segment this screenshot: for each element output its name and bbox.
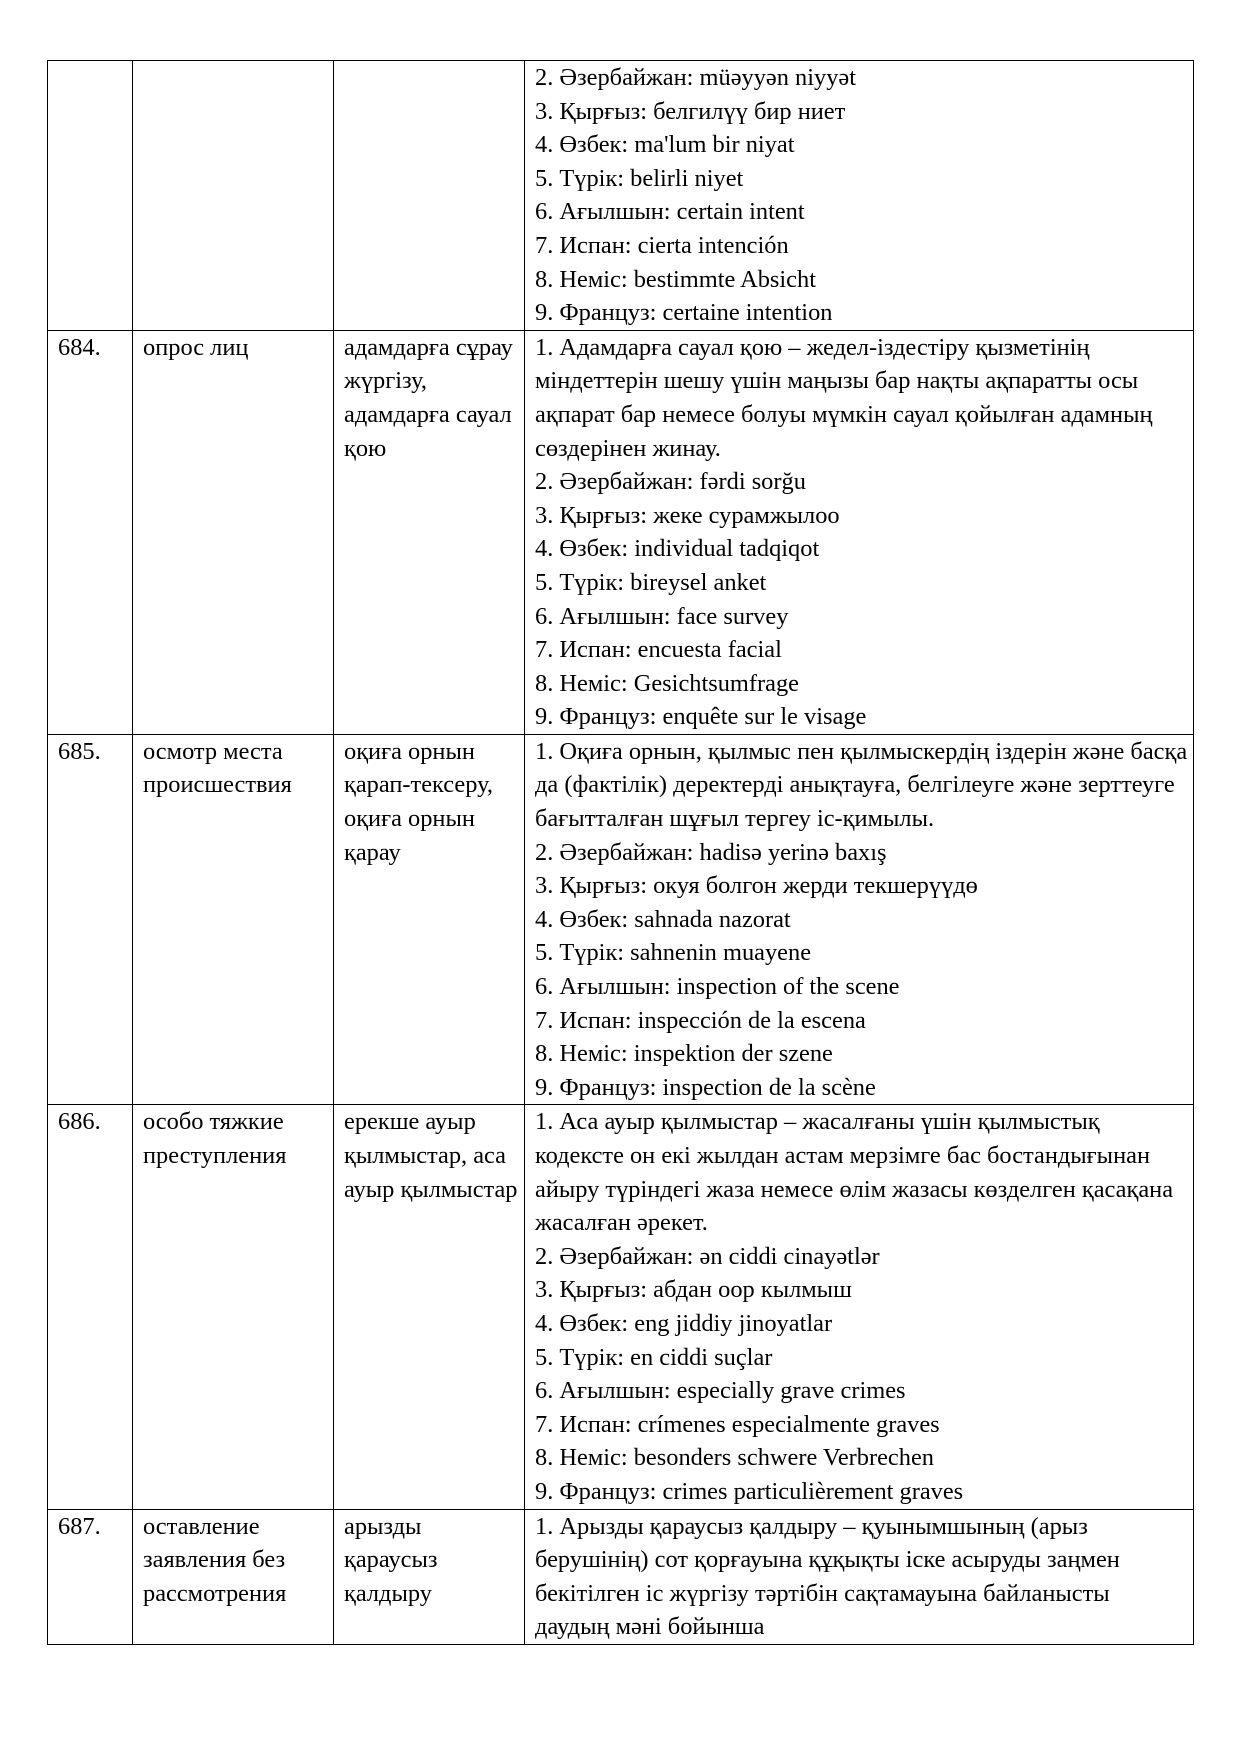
translation-line: 8. Неміс: Gesichtsumfrage bbox=[535, 669, 799, 697]
russian-term: осмотр места происшествия bbox=[133, 734, 334, 1105]
translation-line: 8. Неміс: inspektion der szene bbox=[535, 1040, 833, 1068]
translation-line: 3. Қырғыз: жеке сурамжылоо bbox=[535, 501, 840, 529]
translation-line: 4. Өзбек: ma'lum bir niyat bbox=[535, 131, 795, 159]
russian-term: особо тяжкие преступления bbox=[133, 1105, 334, 1509]
definition-text: 1. Аса ауыр қылмыстар – жасалғаны үшін қылмыстық кодексте он екі жылдан астам мерзімге бас бостандығынан айыру түріндегі жаза немесе өлім жазасы көзделген қасақана жасалған әрекет. bbox=[535, 1108, 1174, 1237]
russian-term bbox=[133, 61, 334, 331]
russian-term: оставление заявления без рассмотрения bbox=[133, 1509, 334, 1644]
translation-line: 2. Әзербайжан: hadisə yerinə baxış bbox=[535, 838, 887, 866]
table-row bbox=[48, 330, 1194, 734]
translation-line: 8. Неміс: bestimmte Absicht bbox=[535, 265, 816, 293]
translation-line: 6. Ағылшын: certain intent bbox=[535, 198, 805, 226]
translation-line: 4. Өзбек: eng jiddiy jinoyatlar bbox=[535, 1309, 833, 1337]
translation-line: 6. Ағылшын: especially grave crimes bbox=[535, 1377, 906, 1405]
table-row bbox=[48, 1509, 1194, 1644]
translation-line: 2. Әзербайжан: fərdi sorğu bbox=[535, 468, 806, 496]
kazakh-term: арызды қараусыз қалдыру bbox=[334, 1509, 525, 1644]
translation-line: 7. Испан: crímenes especialmente graves bbox=[535, 1410, 940, 1438]
translation-line: 2. Әзербайжан: müəyyən niyyət bbox=[535, 64, 857, 91]
russian-term: опрос лиц bbox=[133, 330, 334, 734]
translation-line: 5. Түрік: bireysel anket bbox=[535, 568, 767, 596]
entry-number: 684. bbox=[48, 330, 133, 734]
translation-line: 3. Қырғыз: абдан оор кылмыш bbox=[535, 1276, 852, 1304]
definition-cell bbox=[525, 1509, 1194, 1644]
entry-number: 685. bbox=[48, 734, 133, 1105]
entry-number: 687. bbox=[48, 1509, 133, 1644]
table-row bbox=[48, 1105, 1194, 1509]
translation-line: 9. Француз: enquête sur le visage bbox=[535, 703, 867, 731]
translation-line: 8. Неміс: besonders schwere Verbrechen bbox=[535, 1444, 934, 1472]
translation-line: 9. Француз: certaine intention bbox=[535, 299, 833, 327]
translation-line: 6. Ағылшын: face survey bbox=[535, 602, 789, 630]
definition-text: 1. Адамдарға сауал қою – жедел-іздестіру қызметінің міндеттерін шешу үшін маңызы бар нақты ақпаратты осы ақпарат бар немесе болуы мүмкін сауал қойылған адамның сөздерінен жинау. bbox=[535, 333, 1153, 462]
kazakh-term: адамдарға сұрау жүргізу, адамдарға сауал қою bbox=[334, 330, 525, 734]
translation-line: 9. Француз: crimes particulièrement graves bbox=[535, 1477, 964, 1505]
translation-line: 7. Испан: inspección de la escena bbox=[535, 1006, 866, 1034]
translation-line: 5. Түрік: belirli niyet bbox=[535, 164, 744, 192]
translation-line: 7. Испан: cierta intención bbox=[535, 231, 789, 259]
kazakh-term: оқиға орнын қарап-тексеру, оқиға орнын қарау bbox=[334, 734, 525, 1105]
table-row bbox=[48, 61, 1194, 331]
kazakh-term bbox=[334, 61, 525, 331]
entry-number: 686. bbox=[48, 1105, 133, 1509]
translation-line: 3. Қырғыз: белгилүү бир ниет bbox=[535, 97, 846, 125]
definition-cell bbox=[525, 734, 1194, 1105]
translation-line: 9. Француз: inspection de la scène bbox=[535, 1073, 876, 1101]
definition-text: 1. Арызды қараусыз қалдыру – қуынымшының (арыз берушінің) сот қорғауына құқықты іске асыруды заңмен бекітілген іс жүргізу тәртібін сақтамауына байланысты даудың мәні бойынша bbox=[535, 1512, 1120, 1641]
definition-cell bbox=[525, 1105, 1194, 1509]
definition-text: 1. Оқиға орнын, қылмыс пен қылмыскердің іздерін және басқа да (фактілік) деректерді анықтауға, белгілеуге және зерттеуге бағытталған шұғыл тергеу іс-қимылы. bbox=[535, 737, 1188, 833]
table-row bbox=[48, 734, 1194, 1105]
translation-line: 2. Әзербайжан: ən ciddi cinayətlər bbox=[535, 1242, 880, 1270]
translation-line: 5. Түрік: sahnenin muayene bbox=[535, 939, 812, 967]
definition-cell bbox=[525, 61, 1194, 331]
translation-line: 7. Испан: encuesta facial bbox=[535, 636, 782, 664]
translation-line: 4. Өзбек: individual tadqiqot bbox=[535, 535, 820, 563]
definition-cell bbox=[525, 330, 1194, 734]
kazakh-term: ерекше ауыр қылмыстар, аса ауыр қылмыстар bbox=[334, 1105, 525, 1509]
translation-line: 4. Өзбек: sahnada nazorat bbox=[535, 905, 791, 933]
translation-line: 3. Қырғыз: окуя болгон жерди текшерүүдө bbox=[535, 872, 978, 900]
entry-number bbox=[48, 61, 133, 331]
dictionary-table bbox=[47, 60, 1194, 1645]
translation-line: 5. Түрік: en ciddi suçlar bbox=[535, 1343, 773, 1371]
translation-line: 6. Ағылшын: inspection of the scene bbox=[535, 973, 900, 1001]
